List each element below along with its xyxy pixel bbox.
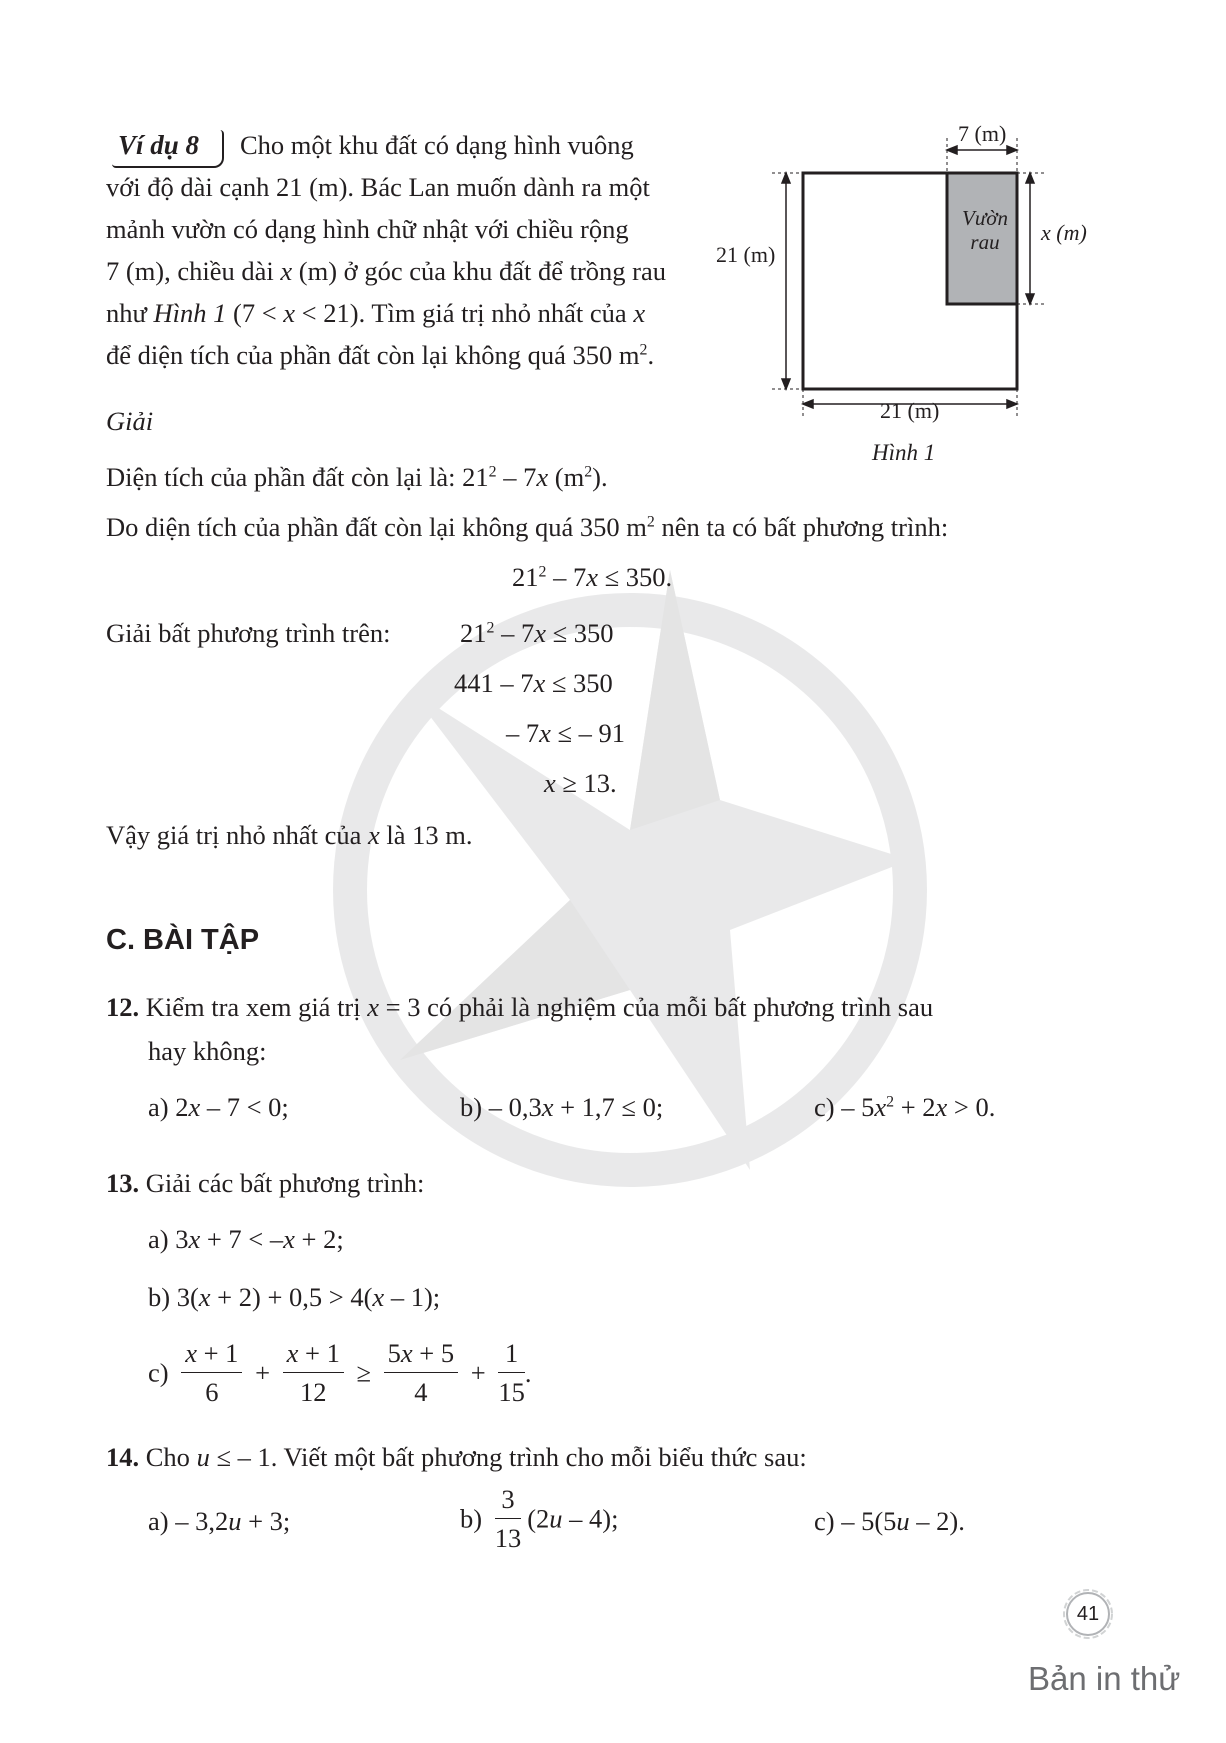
solve-label: Giải bất phương trình trên:	[106, 618, 391, 648]
solution-line-1: Diện tích của phần đất còn lại là: $21^2 - 7x$ $(m^2)$.	[106, 462, 608, 492]
solve-step-2: 441 – 7x ≤ 350	[454, 668, 613, 698]
figure-left-label: 21 (m)	[716, 242, 776, 267]
garden-label: Vườn rau	[962, 206, 1008, 254]
exercise-13-b: b) 3(x + 2) + 0,5 > 4(x – 1);	[148, 1282, 441, 1312]
exercise-14-b: b) $\frac{3}{13}$ (2u – 4);	[460, 1480, 618, 1557]
solve-step-4: x ≥ 13.	[544, 768, 617, 798]
solution-title: Giải	[106, 406, 154, 436]
fraction-3-13: $\frac{3}{13}$	[495, 1480, 522, 1557]
solve-step-1: $21^2 - 7x \le 350$	[460, 618, 614, 648]
exercise-12-line-2: hay không:	[148, 1036, 267, 1066]
example-line-3: mảnh vườn có dạng hình chữ nhật với chiều rộng	[106, 214, 629, 244]
exercise-12-c: $c) - 5x^2 + 2x > 0$.	[814, 1092, 996, 1122]
solution-line-2: Do diện tích của phần đất còn lại không quá 350 $m^2$ nên ta có bất phương trình:	[106, 512, 949, 542]
inequality: $21^2 - 7x \le 350$.	[512, 562, 673, 592]
exercise-12-a: a) 2x – 7 < 0;	[148, 1092, 289, 1122]
exercise-12-b: b) – 0,3x + 1,7 ≤ 0;	[460, 1092, 664, 1122]
fraction-2: $\frac{x + 1}{12}$	[283, 1334, 344, 1411]
fraction-3: $\frac{5x + 5}{4}$	[384, 1334, 458, 1411]
figure-caption: Hình 1	[872, 440, 936, 465]
exercise-14-a: a) – 3,2u + 3;	[148, 1506, 291, 1536]
figure-bottom-label: 21 (m)	[880, 398, 940, 423]
example-line-4: 7 (m), chiều dài x (m) ở góc của khu đất để trồng rau	[106, 256, 667, 286]
page-number: 41	[1076, 1603, 1100, 1625]
exercise-13-c: c) $\frac{x + 1}{6}$ + $\frac{x + 1}{12}$ ≥ $\frac{5x + 5}{4}$ + $\frac{1}{15}$ .	[148, 1334, 531, 1411]
example-line-6: để diện tích của phần đất còn lại không quá 350 $m^2$.	[106, 340, 655, 370]
exercise-14-title: 14. Cho u ≤ – 1. Viết một bất phương trình cho mỗi biểu thức sau:	[106, 1442, 807, 1472]
exercise-14-c: c) – 5(5u – 2).	[814, 1506, 965, 1536]
fraction-4: $\frac{1}{15}$	[498, 1334, 525, 1411]
example-line-2: với độ dài cạnh 21 (m). Bác Lan muốn dành ra một	[106, 172, 650, 202]
exercise-13-title: 13. Giải các bất phương trình:	[106, 1168, 425, 1198]
section-heading: C. BÀI TẬP	[106, 924, 260, 956]
example-line-1: Cho một khu đất có dạng hình vuông	[240, 130, 634, 160]
fraction-1: $\frac{x + 1}{6}$	[181, 1334, 242, 1411]
print-proof-label: Bản in thử	[1028, 1660, 1181, 1697]
example-label: Ví dụ 8	[118, 130, 200, 160]
example-line-5: như Hình 1 (7 < x < 21). Tìm giá trị nhỏ nhất của x	[106, 298, 646, 328]
figure-land-diagram	[700, 118, 1120, 478]
solve-step-3: – 7x ≤ – 91	[506, 718, 626, 748]
exercise-13-a: a) 3x + 7 < –x + 2;	[148, 1224, 344, 1254]
exercise-12-line-1: 12. Kiểm tra xem giá trị x = 3 có phải là nghiệm của mỗi bất phương trình sau	[106, 992, 934, 1022]
figure-right-label: x (m)	[1041, 220, 1087, 245]
figure-top-label: 7 (m)	[958, 121, 1007, 146]
solution-conclusion: Vậy giá trị nhỏ nhất của x là 13 m.	[106, 820, 473, 850]
